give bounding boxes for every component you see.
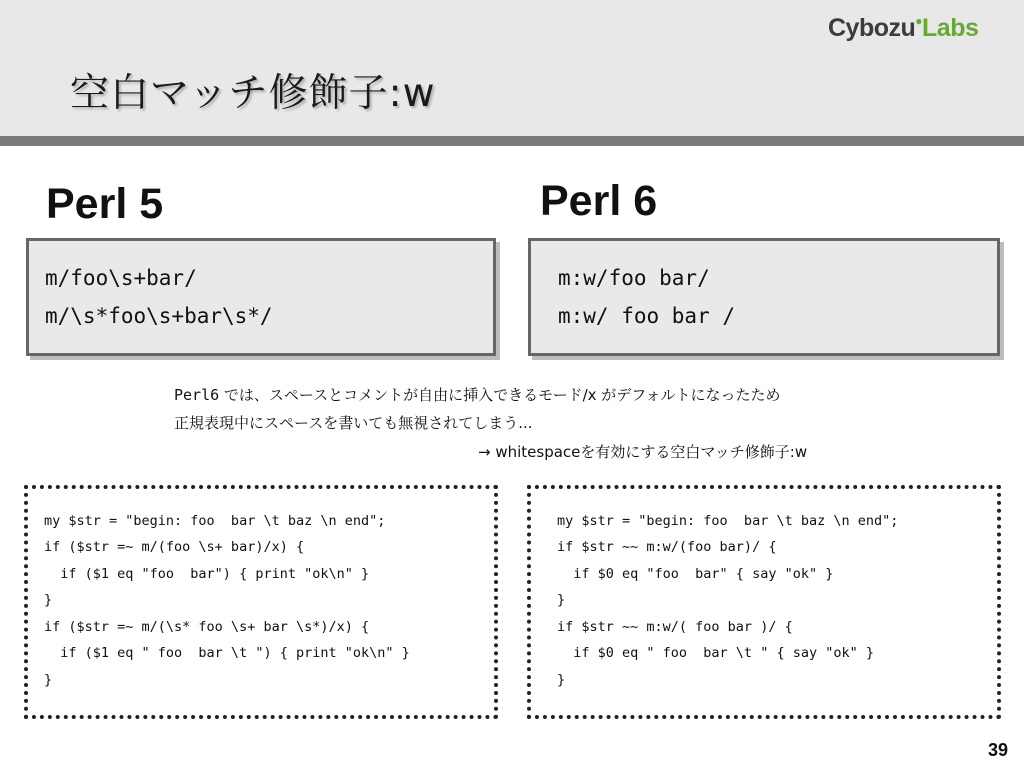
perl5-regex-line: m/\s*foo\s+bar\s*/ <box>45 304 273 328</box>
perl6-regex-box <box>528 238 1000 356</box>
explanation-conclusion: whitespaceを有効にする空白マッチ修飾子:w <box>490 443 808 461</box>
header-divider <box>0 136 1024 146</box>
right-arrow-icon: → <box>478 443 491 461</box>
explanation-line-2: 正規表現中にスペースを書いても無視されてしまう... <box>174 414 533 432</box>
perl6-code-block <box>527 485 1001 719</box>
explanation-line-1 <box>174 384 781 405</box>
code-line: my $str = "begin: foo bar \t baz \n end"; <box>557 513 899 529</box>
code-line: } <box>557 672 566 688</box>
code-line: if $str ~~ m:w/( foo bar )/ { <box>557 619 793 635</box>
code-line: if ($1 eq " foo bar \t ") { print "ok\n" } <box>44 645 410 661</box>
code-line: my $str = "begin: foo bar \t baz \n end"; <box>44 513 386 529</box>
code-line: if $str ~~ m:w/(foo bar)/ { <box>557 539 777 555</box>
code-line: if $0 eq " foo bar \t " { say "ok" } <box>557 645 874 661</box>
logo-dot-icon: ● <box>915 14 923 28</box>
perl5-regex-box <box>26 238 496 356</box>
perl5-code-block <box>24 485 498 719</box>
code-line: } <box>557 592 566 608</box>
explanation-text: では、スペースとコメントが自由に挿入できるモード/x がデフォルトになったため <box>219 386 781 404</box>
perl6-regex-line: m:w/ foo bar / <box>558 304 736 328</box>
code-line: } <box>44 592 53 608</box>
perl6-regex-line: m:w/foo bar/ <box>558 266 710 290</box>
perl6-heading: Perl 6 <box>540 177 658 225</box>
logo-text-labs: Labs <box>922 14 979 42</box>
code-line: if ($str =~ m/(foo \s+ bar)/x) { <box>44 539 305 555</box>
perl5-heading: Perl 5 <box>46 180 164 228</box>
logo-text-cybozu: Cybozu <box>828 14 916 42</box>
page-number: 39 <box>988 740 1009 760</box>
cybozu-labs-logo <box>828 14 978 43</box>
explanation-line-3 <box>478 441 807 462</box>
slide-title: 空白マッチ修飾子:w <box>70 71 436 116</box>
code-line: if $0 eq "foo bar" { say "ok" } <box>557 566 834 582</box>
perl5-regex-line: m/foo\s+bar/ <box>45 266 197 290</box>
code-line: if ($str =~ m/(\s* foo \s+ bar \s*)/x) { <box>44 619 370 635</box>
perl6-inline-code: Perl6 <box>174 386 220 404</box>
code-line: } <box>44 672 53 688</box>
code-line: if ($1 eq "foo bar") { print "ok\n" } <box>44 566 370 582</box>
